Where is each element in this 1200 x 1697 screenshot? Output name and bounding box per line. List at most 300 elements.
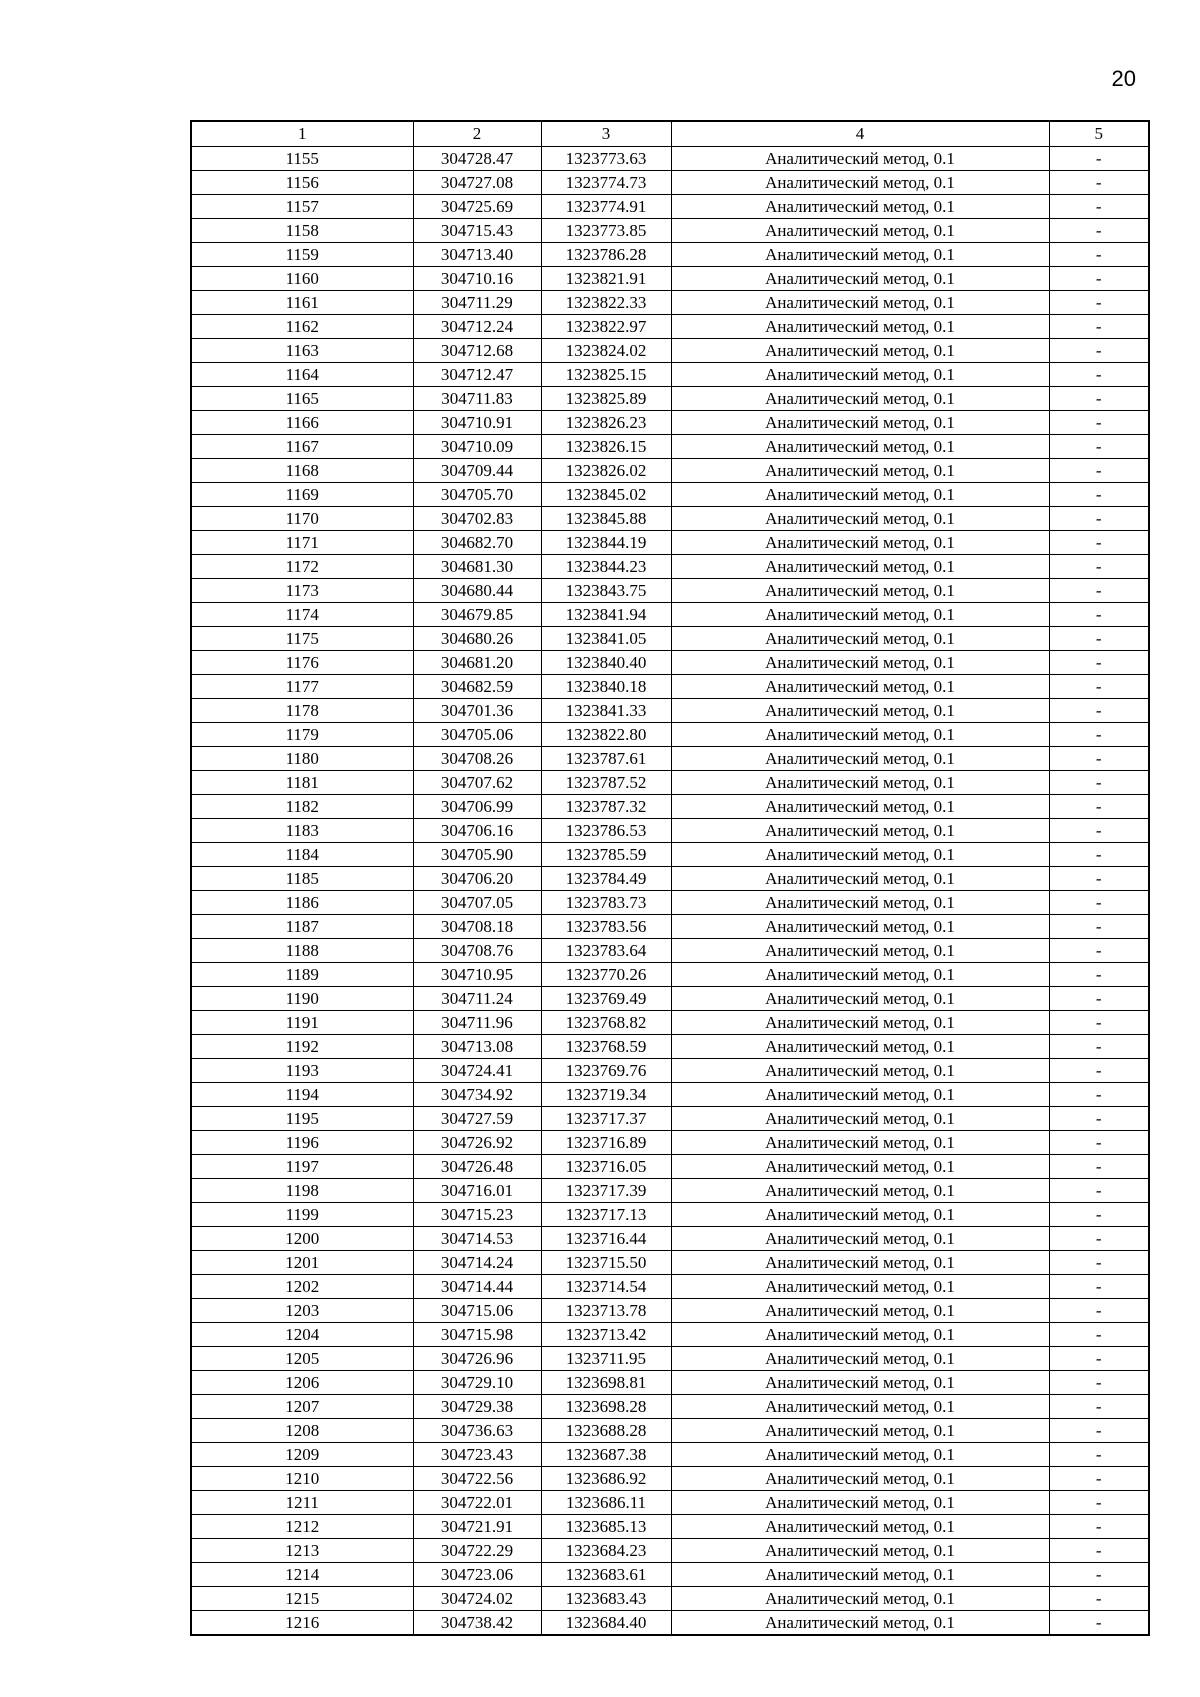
method-cell: Аналитический метод, 0.1 bbox=[671, 1011, 1049, 1035]
x-coordinate-cell: 304724.02 bbox=[413, 1587, 541, 1611]
table-row bbox=[191, 1083, 1149, 1107]
note-cell: - bbox=[1049, 1347, 1149, 1371]
note-cell: - bbox=[1049, 1059, 1149, 1083]
x-coordinate-cell: 304680.26 bbox=[413, 627, 541, 651]
x-coordinate-cell: 304705.70 bbox=[413, 483, 541, 507]
y-coordinate-cell: 1323774.73 bbox=[541, 171, 671, 195]
point-number-cell: 1200 bbox=[191, 1227, 413, 1251]
x-coordinate-cell: 304724.41 bbox=[413, 1059, 541, 1083]
note-cell: - bbox=[1049, 1419, 1149, 1443]
method-cell: Аналитический метод, 0.1 bbox=[671, 747, 1049, 771]
x-coordinate-cell: 304701.36 bbox=[413, 699, 541, 723]
note-cell: - bbox=[1049, 1011, 1149, 1035]
method-cell: Аналитический метод, 0.1 bbox=[671, 1371, 1049, 1395]
x-coordinate-cell: 304708.18 bbox=[413, 915, 541, 939]
y-coordinate-cell: 1323698.28 bbox=[541, 1395, 671, 1419]
point-number-cell: 1188 bbox=[191, 939, 413, 963]
y-coordinate-cell: 1323717.39 bbox=[541, 1179, 671, 1203]
method-cell: Аналитический метод, 0.1 bbox=[671, 1083, 1049, 1107]
point-number-cell: 1160 bbox=[191, 267, 413, 291]
note-cell: - bbox=[1049, 363, 1149, 387]
y-coordinate-cell: 1323844.19 bbox=[541, 531, 671, 555]
point-number-cell: 1193 bbox=[191, 1059, 413, 1083]
point-number-cell: 1197 bbox=[191, 1155, 413, 1179]
point-number-cell: 1171 bbox=[191, 531, 413, 555]
method-cell: Аналитический метод, 0.1 bbox=[671, 243, 1049, 267]
method-cell: Аналитический метод, 0.1 bbox=[671, 1059, 1049, 1083]
point-number-cell: 1166 bbox=[191, 411, 413, 435]
method-cell: Аналитический метод, 0.1 bbox=[671, 1131, 1049, 1155]
y-coordinate-cell: 1323845.02 bbox=[541, 483, 671, 507]
y-coordinate-cell: 1323826.15 bbox=[541, 435, 671, 459]
note-cell: - bbox=[1049, 219, 1149, 243]
table-row bbox=[191, 1035, 1149, 1059]
page-number: 20 bbox=[1111, 66, 1136, 91]
method-cell: Аналитический метод, 0.1 bbox=[671, 171, 1049, 195]
table-row bbox=[191, 1251, 1149, 1275]
method-cell: Аналитический метод, 0.1 bbox=[671, 1395, 1049, 1419]
table-row bbox=[191, 987, 1149, 1011]
note-cell: - bbox=[1049, 1155, 1149, 1179]
point-number-cell: 1190 bbox=[191, 987, 413, 1011]
x-coordinate-cell: 304726.48 bbox=[413, 1155, 541, 1179]
x-coordinate-cell: 304705.06 bbox=[413, 723, 541, 747]
y-coordinate-cell: 1323688.28 bbox=[541, 1419, 671, 1443]
note-cell: - bbox=[1049, 291, 1149, 315]
x-coordinate-cell: 304725.69 bbox=[413, 195, 541, 219]
column-header: 2 bbox=[413, 121, 541, 147]
y-coordinate-cell: 1323698.81 bbox=[541, 1371, 671, 1395]
y-coordinate-cell: 1323841.94 bbox=[541, 603, 671, 627]
x-coordinate-cell: 304736.63 bbox=[413, 1419, 541, 1443]
point-number-cell: 1183 bbox=[191, 819, 413, 843]
method-cell: Аналитический метод, 0.1 bbox=[671, 267, 1049, 291]
method-cell: Аналитический метод, 0.1 bbox=[671, 507, 1049, 531]
table-row bbox=[191, 363, 1149, 387]
y-coordinate-cell: 1323821.91 bbox=[541, 267, 671, 291]
note-cell: - bbox=[1049, 1563, 1149, 1587]
method-cell: Аналитический метод, 0.1 bbox=[671, 483, 1049, 507]
table-row bbox=[191, 1323, 1149, 1347]
point-number-cell: 1174 bbox=[191, 603, 413, 627]
x-coordinate-cell: 304712.47 bbox=[413, 363, 541, 387]
y-coordinate-cell: 1323685.13 bbox=[541, 1515, 671, 1539]
point-number-cell: 1165 bbox=[191, 387, 413, 411]
method-cell: Аналитический метод, 0.1 bbox=[671, 723, 1049, 747]
method-cell: Аналитический метод, 0.1 bbox=[671, 315, 1049, 339]
method-cell: Аналитический метод, 0.1 bbox=[671, 603, 1049, 627]
point-number-cell: 1177 bbox=[191, 675, 413, 699]
note-cell: - bbox=[1049, 579, 1149, 603]
method-cell: Аналитический метод, 0.1 bbox=[671, 651, 1049, 675]
note-cell: - bbox=[1049, 1587, 1149, 1611]
method-cell: Аналитический метод, 0.1 bbox=[671, 1515, 1049, 1539]
note-cell: - bbox=[1049, 699, 1149, 723]
table-row bbox=[191, 795, 1149, 819]
point-number-cell: 1208 bbox=[191, 1419, 413, 1443]
y-coordinate-cell: 1323783.73 bbox=[541, 891, 671, 915]
coordinates-table bbox=[190, 120, 1150, 1636]
method-cell: Аналитический метод, 0.1 bbox=[671, 627, 1049, 651]
point-number-cell: 1216 bbox=[191, 1611, 413, 1636]
x-coordinate-cell: 304708.26 bbox=[413, 747, 541, 771]
table-row bbox=[191, 1275, 1149, 1299]
note-cell: - bbox=[1049, 915, 1149, 939]
point-number-cell: 1161 bbox=[191, 291, 413, 315]
point-number-cell: 1212 bbox=[191, 1515, 413, 1539]
table-row bbox=[191, 747, 1149, 771]
x-coordinate-cell: 304712.68 bbox=[413, 339, 541, 363]
point-number-cell: 1189 bbox=[191, 963, 413, 987]
method-cell: Аналитический метод, 0.1 bbox=[671, 579, 1049, 603]
column-header: 3 bbox=[541, 121, 671, 147]
point-number-cell: 1180 bbox=[191, 747, 413, 771]
note-cell: - bbox=[1049, 531, 1149, 555]
note-cell: - bbox=[1049, 1539, 1149, 1563]
x-coordinate-cell: 304714.53 bbox=[413, 1227, 541, 1251]
table-row bbox=[191, 555, 1149, 579]
note-cell: - bbox=[1049, 843, 1149, 867]
note-cell: - bbox=[1049, 891, 1149, 915]
x-coordinate-cell: 304706.20 bbox=[413, 867, 541, 891]
y-coordinate-cell: 1323840.40 bbox=[541, 651, 671, 675]
table-row bbox=[191, 243, 1149, 267]
x-coordinate-cell: 304705.90 bbox=[413, 843, 541, 867]
x-coordinate-cell: 304721.91 bbox=[413, 1515, 541, 1539]
table-row bbox=[191, 147, 1149, 171]
point-number-cell: 1176 bbox=[191, 651, 413, 675]
table-row bbox=[191, 1155, 1149, 1179]
table-row bbox=[191, 1611, 1149, 1636]
y-coordinate-cell: 1323824.02 bbox=[541, 339, 671, 363]
table-row bbox=[191, 411, 1149, 435]
y-coordinate-cell: 1323713.42 bbox=[541, 1323, 671, 1347]
point-number-cell: 1194 bbox=[191, 1083, 413, 1107]
point-number-cell: 1191 bbox=[191, 1011, 413, 1035]
x-coordinate-cell: 304681.20 bbox=[413, 651, 541, 675]
point-number-cell: 1199 bbox=[191, 1203, 413, 1227]
point-number-cell: 1159 bbox=[191, 243, 413, 267]
y-coordinate-cell: 1323787.32 bbox=[541, 795, 671, 819]
note-cell: - bbox=[1049, 819, 1149, 843]
table-row bbox=[191, 291, 1149, 315]
table-row bbox=[191, 171, 1149, 195]
y-coordinate-cell: 1323785.59 bbox=[541, 843, 671, 867]
point-number-cell: 1205 bbox=[191, 1347, 413, 1371]
y-coordinate-cell: 1323711.95 bbox=[541, 1347, 671, 1371]
method-cell: Аналитический метод, 0.1 bbox=[671, 1443, 1049, 1467]
point-number-cell: 1202 bbox=[191, 1275, 413, 1299]
method-cell: Аналитический метод, 0.1 bbox=[671, 699, 1049, 723]
point-number-cell: 1211 bbox=[191, 1491, 413, 1515]
point-number-cell: 1156 bbox=[191, 171, 413, 195]
point-number-cell: 1170 bbox=[191, 507, 413, 531]
table-body bbox=[191, 147, 1149, 1636]
y-coordinate-cell: 1323717.37 bbox=[541, 1107, 671, 1131]
note-cell: - bbox=[1049, 987, 1149, 1011]
note-cell: - bbox=[1049, 1203, 1149, 1227]
note-cell: - bbox=[1049, 147, 1149, 171]
method-cell: Аналитический метод, 0.1 bbox=[671, 363, 1049, 387]
table-row bbox=[191, 315, 1149, 339]
column-header: 5 bbox=[1049, 121, 1149, 147]
y-coordinate-cell: 1323683.61 bbox=[541, 1563, 671, 1587]
point-number-cell: 1175 bbox=[191, 627, 413, 651]
method-cell: Аналитический метод, 0.1 bbox=[671, 1155, 1049, 1179]
note-cell: - bbox=[1049, 435, 1149, 459]
x-coordinate-cell: 304715.06 bbox=[413, 1299, 541, 1323]
point-number-cell: 1187 bbox=[191, 915, 413, 939]
x-coordinate-cell: 304711.96 bbox=[413, 1011, 541, 1035]
point-number-cell: 1196 bbox=[191, 1131, 413, 1155]
x-coordinate-cell: 304729.38 bbox=[413, 1395, 541, 1419]
note-cell: - bbox=[1049, 603, 1149, 627]
y-coordinate-cell: 1323713.78 bbox=[541, 1299, 671, 1323]
y-coordinate-cell: 1323717.13 bbox=[541, 1203, 671, 1227]
y-coordinate-cell: 1323825.15 bbox=[541, 363, 671, 387]
note-cell: - bbox=[1049, 195, 1149, 219]
y-coordinate-cell: 1323769.76 bbox=[541, 1059, 671, 1083]
x-coordinate-cell: 304711.24 bbox=[413, 987, 541, 1011]
method-cell: Аналитический метод, 0.1 bbox=[671, 1179, 1049, 1203]
table-row bbox=[191, 579, 1149, 603]
x-coordinate-cell: 304722.56 bbox=[413, 1467, 541, 1491]
method-cell: Аналитический метод, 0.1 bbox=[671, 555, 1049, 579]
table-row bbox=[191, 675, 1149, 699]
method-cell: Аналитический метод, 0.1 bbox=[671, 387, 1049, 411]
x-coordinate-cell: 304681.30 bbox=[413, 555, 541, 579]
method-cell: Аналитический метод, 0.1 bbox=[671, 291, 1049, 315]
note-cell: - bbox=[1049, 795, 1149, 819]
y-coordinate-cell: 1323786.53 bbox=[541, 819, 671, 843]
note-cell: - bbox=[1049, 411, 1149, 435]
x-coordinate-cell: 304710.16 bbox=[413, 267, 541, 291]
method-cell: Аналитический метод, 0.1 bbox=[671, 1491, 1049, 1515]
method-cell: Аналитический метод, 0.1 bbox=[671, 867, 1049, 891]
table-row bbox=[191, 1563, 1149, 1587]
x-coordinate-cell: 304709.44 bbox=[413, 459, 541, 483]
x-coordinate-cell: 304713.40 bbox=[413, 243, 541, 267]
point-number-cell: 1169 bbox=[191, 483, 413, 507]
y-coordinate-cell: 1323783.56 bbox=[541, 915, 671, 939]
table-row bbox=[191, 1539, 1149, 1563]
y-coordinate-cell: 1323841.05 bbox=[541, 627, 671, 651]
y-coordinate-cell: 1323845.88 bbox=[541, 507, 671, 531]
table-row bbox=[191, 699, 1149, 723]
point-number-cell: 1210 bbox=[191, 1467, 413, 1491]
table-row bbox=[191, 1011, 1149, 1035]
x-coordinate-cell: 304712.24 bbox=[413, 315, 541, 339]
note-cell: - bbox=[1049, 1515, 1149, 1539]
table-row bbox=[191, 1371, 1149, 1395]
method-cell: Аналитический метод, 0.1 bbox=[671, 1299, 1049, 1323]
table-row bbox=[191, 603, 1149, 627]
note-cell: - bbox=[1049, 1131, 1149, 1155]
y-coordinate-cell: 1323822.33 bbox=[541, 291, 671, 315]
table-row bbox=[191, 1587, 1149, 1611]
table-row bbox=[191, 195, 1149, 219]
note-cell: - bbox=[1049, 315, 1149, 339]
method-cell: Аналитический метод, 0.1 bbox=[671, 987, 1049, 1011]
table-row bbox=[191, 339, 1149, 363]
note-cell: - bbox=[1049, 1251, 1149, 1275]
x-coordinate-cell: 304707.05 bbox=[413, 891, 541, 915]
point-number-cell: 1164 bbox=[191, 363, 413, 387]
note-cell: - bbox=[1049, 1083, 1149, 1107]
point-number-cell: 1163 bbox=[191, 339, 413, 363]
method-cell: Аналитический метод, 0.1 bbox=[671, 1323, 1049, 1347]
method-cell: Аналитический метод, 0.1 bbox=[671, 1251, 1049, 1275]
point-number-cell: 1207 bbox=[191, 1395, 413, 1419]
y-coordinate-cell: 1323686.92 bbox=[541, 1467, 671, 1491]
method-cell: Аналитический метод, 0.1 bbox=[671, 195, 1049, 219]
x-coordinate-cell: 304711.29 bbox=[413, 291, 541, 315]
note-cell: - bbox=[1049, 963, 1149, 987]
method-cell: Аналитический метод, 0.1 bbox=[671, 1419, 1049, 1443]
point-number-cell: 1172 bbox=[191, 555, 413, 579]
note-cell: - bbox=[1049, 1107, 1149, 1131]
note-cell: - bbox=[1049, 267, 1149, 291]
y-coordinate-cell: 1323844.23 bbox=[541, 555, 671, 579]
note-cell: - bbox=[1049, 1491, 1149, 1515]
table-row bbox=[191, 627, 1149, 651]
table-row bbox=[191, 1467, 1149, 1491]
y-coordinate-cell: 1323684.23 bbox=[541, 1539, 671, 1563]
table-row bbox=[191, 651, 1149, 675]
method-cell: Аналитический метод, 0.1 bbox=[671, 1203, 1049, 1227]
y-coordinate-cell: 1323773.85 bbox=[541, 219, 671, 243]
x-coordinate-cell: 304682.70 bbox=[413, 531, 541, 555]
note-cell: - bbox=[1049, 675, 1149, 699]
y-coordinate-cell: 1323822.80 bbox=[541, 723, 671, 747]
table-row bbox=[191, 483, 1149, 507]
point-number-cell: 1185 bbox=[191, 867, 413, 891]
x-coordinate-cell: 304738.42 bbox=[413, 1611, 541, 1636]
point-number-cell: 1192 bbox=[191, 1035, 413, 1059]
table-row bbox=[191, 1515, 1149, 1539]
x-coordinate-cell: 304722.01 bbox=[413, 1491, 541, 1515]
x-coordinate-cell: 304727.08 bbox=[413, 171, 541, 195]
point-number-cell: 1158 bbox=[191, 219, 413, 243]
method-cell: Аналитический метод, 0.1 bbox=[671, 339, 1049, 363]
table-row bbox=[191, 867, 1149, 891]
y-coordinate-cell: 1323716.89 bbox=[541, 1131, 671, 1155]
y-coordinate-cell: 1323787.61 bbox=[541, 747, 671, 771]
y-coordinate-cell: 1323716.44 bbox=[541, 1227, 671, 1251]
y-coordinate-cell: 1323825.89 bbox=[541, 387, 671, 411]
y-coordinate-cell: 1323783.64 bbox=[541, 939, 671, 963]
y-coordinate-cell: 1323786.28 bbox=[541, 243, 671, 267]
x-coordinate-cell: 304682.59 bbox=[413, 675, 541, 699]
method-cell: Аналитический метод, 0.1 bbox=[671, 1563, 1049, 1587]
method-cell: Аналитический метод, 0.1 bbox=[671, 1107, 1049, 1131]
table-row bbox=[191, 915, 1149, 939]
x-coordinate-cell: 304679.85 bbox=[413, 603, 541, 627]
table-row bbox=[191, 459, 1149, 483]
point-number-cell: 1209 bbox=[191, 1443, 413, 1467]
note-cell: - bbox=[1049, 171, 1149, 195]
note-cell: - bbox=[1049, 867, 1149, 891]
x-coordinate-cell: 304716.01 bbox=[413, 1179, 541, 1203]
note-cell: - bbox=[1049, 483, 1149, 507]
method-cell: Аналитический метод, 0.1 bbox=[671, 819, 1049, 843]
point-number-cell: 1155 bbox=[191, 147, 413, 171]
note-cell: - bbox=[1049, 387, 1149, 411]
x-coordinate-cell: 304702.83 bbox=[413, 507, 541, 531]
x-coordinate-cell: 304722.29 bbox=[413, 1539, 541, 1563]
point-number-cell: 1198 bbox=[191, 1179, 413, 1203]
note-cell: - bbox=[1049, 939, 1149, 963]
y-coordinate-cell: 1323843.75 bbox=[541, 579, 671, 603]
table-row bbox=[191, 507, 1149, 531]
y-coordinate-cell: 1323840.18 bbox=[541, 675, 671, 699]
y-coordinate-cell: 1323841.33 bbox=[541, 699, 671, 723]
table-row bbox=[191, 1179, 1149, 1203]
x-coordinate-cell: 304715.23 bbox=[413, 1203, 541, 1227]
note-cell: - bbox=[1049, 1371, 1149, 1395]
x-coordinate-cell: 304715.43 bbox=[413, 219, 541, 243]
x-coordinate-cell: 304708.76 bbox=[413, 939, 541, 963]
method-cell: Аналитический метод, 0.1 bbox=[671, 435, 1049, 459]
table-row bbox=[191, 1227, 1149, 1251]
point-number-cell: 1178 bbox=[191, 699, 413, 723]
x-coordinate-cell: 304711.83 bbox=[413, 387, 541, 411]
note-cell: - bbox=[1049, 339, 1149, 363]
note-cell: - bbox=[1049, 1179, 1149, 1203]
table-row bbox=[191, 891, 1149, 915]
table-header-row bbox=[191, 121, 1149, 147]
method-cell: Аналитический метод, 0.1 bbox=[671, 219, 1049, 243]
table-row bbox=[191, 1491, 1149, 1515]
y-coordinate-cell: 1323684.40 bbox=[541, 1611, 671, 1636]
x-coordinate-cell: 304706.99 bbox=[413, 795, 541, 819]
y-coordinate-cell: 1323716.05 bbox=[541, 1155, 671, 1179]
note-cell: - bbox=[1049, 627, 1149, 651]
y-coordinate-cell: 1323714.54 bbox=[541, 1275, 671, 1299]
table-row bbox=[191, 771, 1149, 795]
method-cell: Аналитический метод, 0.1 bbox=[671, 1539, 1049, 1563]
table-row bbox=[191, 219, 1149, 243]
table-row bbox=[191, 1419, 1149, 1443]
table-row bbox=[191, 1347, 1149, 1371]
note-cell: - bbox=[1049, 723, 1149, 747]
method-cell: Аналитический метод, 0.1 bbox=[671, 795, 1049, 819]
method-cell: Аналитический метод, 0.1 bbox=[671, 1275, 1049, 1299]
y-coordinate-cell: 1323687.38 bbox=[541, 1443, 671, 1467]
point-number-cell: 1184 bbox=[191, 843, 413, 867]
point-number-cell: 1203 bbox=[191, 1299, 413, 1323]
point-number-cell: 1195 bbox=[191, 1107, 413, 1131]
note-cell: - bbox=[1049, 771, 1149, 795]
x-coordinate-cell: 304715.98 bbox=[413, 1323, 541, 1347]
table-row bbox=[191, 723, 1149, 747]
method-cell: Аналитический метод, 0.1 bbox=[671, 891, 1049, 915]
method-cell: Аналитический метод, 0.1 bbox=[671, 939, 1049, 963]
table-row bbox=[191, 1443, 1149, 1467]
table-row bbox=[191, 531, 1149, 555]
x-coordinate-cell: 304680.44 bbox=[413, 579, 541, 603]
x-coordinate-cell: 304726.96 bbox=[413, 1347, 541, 1371]
method-cell: Аналитический метод, 0.1 bbox=[671, 963, 1049, 987]
method-cell: Аналитический метод, 0.1 bbox=[671, 459, 1049, 483]
y-coordinate-cell: 1323686.11 bbox=[541, 1491, 671, 1515]
note-cell: - bbox=[1049, 1443, 1149, 1467]
x-coordinate-cell: 304710.95 bbox=[413, 963, 541, 987]
y-coordinate-cell: 1323770.26 bbox=[541, 963, 671, 987]
y-coordinate-cell: 1323822.97 bbox=[541, 315, 671, 339]
table-row bbox=[191, 1107, 1149, 1131]
y-coordinate-cell: 1323774.91 bbox=[541, 195, 671, 219]
